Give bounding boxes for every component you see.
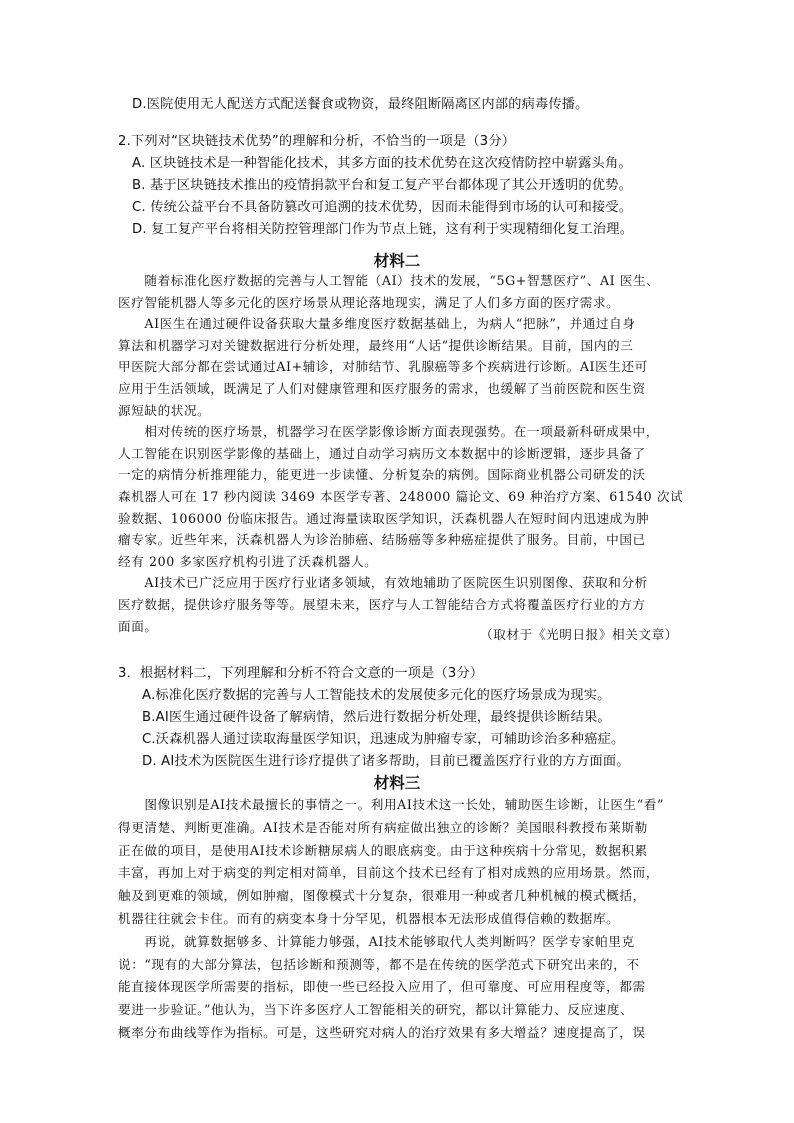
material-3-line: 能直接体现医学所需要的指标，即使一些已经投入应用了，但可靠度、可应用程度等，都需 xyxy=(118,979,646,995)
material-3-line: 正在做的项目，是使用AI技术诊断糖尿病人的眼底病变。由于这种疾病十分常见，数据积累 xyxy=(118,842,648,858)
material-2-line: 医疗智能机器人等多元化的医疗场景从理论落地现实，满足了人们多方面的医疗需求。 xyxy=(118,294,620,310)
material-3-line: 说：“现有的大部分算法，包括诊断和预测等，都不是在传统的医学范式下研究出来的，不 xyxy=(118,956,640,972)
material-2-line: 人工智能在识别医学影像的基础上，通过自动学习病历文本数据中的诊断逻辑，逐步具备了 xyxy=(118,445,646,461)
material-2-line: 源短缺的状况。 xyxy=(118,402,211,418)
question-3-stem: 3．根据材料二，下列理解和分析不符合文意的一项是（3分） xyxy=(118,666,484,681)
material-2-line: 瘤专家。近些年来，沃森机器人为诊治肺癌、结肠癌等多种癌症提供了服务。目前，中国已 xyxy=(118,532,646,548)
question-2-option-b: B. 基于区块链技术推出的疫情捐款平台和复工复产平台都体现了其公开透明的优势。 xyxy=(132,178,632,193)
question-3-option-c: C.沃森机器人通过读取海量医学知识，迅速成为肿瘤专家，可辅助诊治多种癌症。 xyxy=(142,732,625,747)
material-3-line: 机器往往就会卡住。而有的病变本身十分罕见，机器根本无法形成值得信赖的数据库。 xyxy=(118,910,620,926)
material-2-line: 经有 200 多家医疗机构引进了沃森机器人。 xyxy=(118,553,378,569)
material-3-line: 再说，就算数据够多、计算能力够强，AI技术能够取代人类判断吗？医学专家帕里克 xyxy=(118,933,635,949)
material-2-body xyxy=(118,270,684,637)
question-3-option-b: B.AI医生通过硬件设备了解病情，然后进行数据分析处理，最终提供诊断结果。 xyxy=(142,710,611,725)
material-3-line: 丰富，再加上对于病变的判定相对简单，目前这个技术已经有了相对成熟的应用场景。然而， xyxy=(118,865,659,881)
question-2-stem: 2.下列对“区块链技术优势”的理解和分析，不恰当的一项是（3分） xyxy=(118,134,516,149)
material-2-line: 相对传统的医疗场景，机器学习在医学影像诊断方面表现强势。在一项最新科研成果中， xyxy=(118,424,659,440)
material-2-source: （取材于《光明日报》相关文章） xyxy=(480,627,678,642)
material-3-line: 触及到更难的领域，例如肿瘤，图像模式十分复杂，很难用一种或者几种机械的模式概括， xyxy=(118,888,646,904)
material-2-line: 验数据、106000 份临床报告。通过海量读取医学知识，沃森机器人在短时间内迅速成为肿 xyxy=(118,510,650,526)
material-2-line: 应用于生活领域，既满足了人们对健康管理和医疗服务的需求，也缓解了当前医院和医生资 xyxy=(118,380,646,396)
material-3-title: 材料三 xyxy=(373,773,421,792)
material-3-line: 要进一步验证。”他认为，当下许多医疗人工智能相关的研究，都以计算能力、反应速度、 xyxy=(118,1002,634,1018)
question-2-option-d: D. 复工复产平台将相关防控管理部门作为节点上链，这有利于实现精细化复工治理。 xyxy=(132,222,634,237)
material-2-line: 一定的病情分析推理能力，能更进一步读懂、分析复杂的病例。国际商业机器公司研发的沃 xyxy=(118,467,646,483)
question-3 xyxy=(118,663,630,773)
question-1-option-d: D.医院使用无人配送方式配送餐食或物资，最终阻断隔离区内部的病毒传播。 xyxy=(132,97,589,112)
question-3-option-a: A.标准化医疗数据的完善与人工智能技术的发展使多元化的医疗场景成为现实。 xyxy=(142,688,611,703)
material-3-body xyxy=(118,794,678,1045)
material-2-line: AI医生在通过硬件设备获取大量多维度医疗数据基础上，为病人“把脉”，并通过自身 xyxy=(118,316,636,332)
question-3-option-d: D. AI技术为医院医生进行诊疗提供了诸多帮助，目前已覆盖医疗行业的方方面面。 xyxy=(142,754,630,769)
question-2-option-c: C. 传统公益平台不具备防篡改可追溯的技术优势，因而未能得到市场的认可和接受。 xyxy=(132,200,633,215)
question-1-option-d-block xyxy=(132,94,589,116)
material-2-line: 森机器人可在 17 秒内阅读 3469 本医学专著、248000 篇论文、69 种治疗方案、61540 次试 xyxy=(118,488,684,504)
material-2-line: 算法和机器学习对关键数据进行分析处理，最终用“人话”提供诊断结果。目前，国内的三 xyxy=(118,337,634,353)
material-2-line: 面面。 xyxy=(118,618,158,634)
material-2-line: 随着标准化医疗数据的完善与人工智能（AI）技术的发展，“5G+智慧医疗”、AI 医生、 xyxy=(118,273,660,288)
material-2-title: 材料二 xyxy=(373,251,421,270)
material-2-line: 甲医院大部分都在尝试通过AI+辅诊，对肺结节、乳腺癌等多个疾病进行诊断。AI医生还可 xyxy=(118,359,648,375)
material-3-line: 得更清楚、判断更准确。AI技术是否能对所有病症做出独立的诊断？美国眼科教授布莱斯勒 xyxy=(118,819,648,835)
question-2-option-a: A. 区块链技术是一种智能化技术，其多方面的技术优势在这次疫情防控中崭露头角。 xyxy=(132,156,632,171)
question-2 xyxy=(118,131,633,241)
material-3-line: 概率分布曲线等作为指标。可是，这些研究对病人的治疗效果有多大增益？速度提高了，误 xyxy=(118,1024,646,1040)
material-2-line: 医疗数据，提供诊疗服务等等。展望未来，医疗与人工智能结合方式将覆盖医疗行业的方方 xyxy=(118,596,646,612)
material-2-line: AI技术已广泛应用于医疗行业诸多领域，有效地辅助了医院医生识别图像、获取和分析 xyxy=(118,575,648,591)
material-3-line: 图像识别是AI技术最擅长的事情之一。利用AI技术这一长处，辅助医生诊断，让医生“看” xyxy=(118,797,664,812)
